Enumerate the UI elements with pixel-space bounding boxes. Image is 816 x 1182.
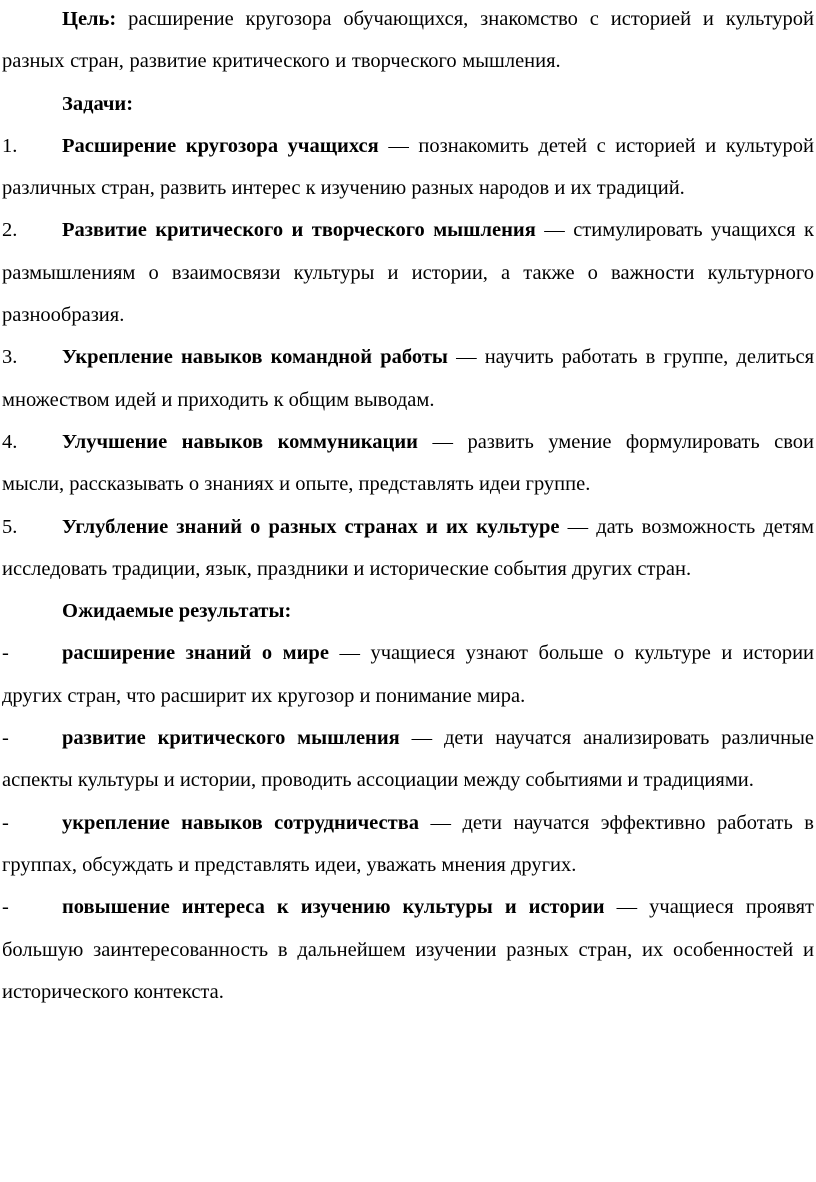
result-item-3 (2, 802, 814, 887)
task-text: — дать возможность детям исследовать традиции, язык, праздники и исторические события других стран. (2, 515, 814, 580)
results-heading: Ожидаемые результаты: (62, 600, 292, 623)
result-marker: - (2, 896, 9, 919)
result-text: — дети научатся эффективно работать в группах, обсуждать и представлять идеи, уважать мнения других. (2, 811, 814, 876)
result-title: расширение знаний о мире (62, 642, 329, 665)
task-text: — научить работать в группе, делиться множеством идей и приходить к общим выводам. (2, 346, 814, 411)
task-item-2 (2, 209, 814, 336)
goal-text: расширение кругозора обучающихся, знакомство с историей и культурой разных стран, развитие критического и творческого мышления. (2, 8, 814, 73)
task-title: Укрепление навыков командной работы (62, 346, 448, 369)
result-item-4 (2, 886, 814, 1013)
result-marker: - (2, 811, 9, 834)
tasks-heading: Задачи: (62, 92, 134, 115)
result-marker: - (2, 642, 9, 665)
task-text: — развить умение формулировать свои мысли, рассказывать о знаниях и опыте, представлять идеи группе. (2, 430, 815, 496)
task-title: Расширение кругозора учащихся (62, 134, 379, 157)
task-item-3 (2, 336, 814, 421)
task-title: Развитие критического и творческого мышления (62, 219, 536, 242)
result-title: укрепление навыков сотрудничества (62, 811, 420, 834)
task-text: — стимулировать учащихся к размышлениям о взаимосвязи культуры и истории, а также о важности культурного разнообразия. (2, 219, 814, 327)
task-marker: 2. (2, 219, 18, 242)
result-text: — учащиеся проявят большую заинтересованность в дальнейшем изучении разных стран, их особенностей и исторического контекста. (2, 896, 815, 1003)
task-title: Углубление знаний о разных странах и их культуре (62, 515, 560, 538)
task-title: Улучшение навыков коммуникации (62, 430, 418, 453)
task-marker: 5. (2, 515, 18, 538)
result-title: развитие критического мышления (62, 727, 400, 750)
result-marker: - (2, 727, 9, 750)
task-item-5 (2, 506, 814, 591)
result-text: — учащиеся узнают больше о культуре и истории других стран, что расширит их кругозор и понимание мира. (2, 642, 815, 707)
result-text: — дети научатся анализировать различные аспекты культуры и истории, проводить ассоциации между событиями и традициями. (2, 727, 814, 792)
result-title: повышение интереса к изучению культуры и истории (62, 896, 605, 919)
task-text: — познакомить детей с историей и культурой различных стран, развить интерес к изучению разных народов и их традиций. (2, 134, 814, 200)
task-item-4 (2, 421, 814, 506)
task-marker: 1. (2, 134, 18, 157)
result-item-1 (2, 632, 814, 717)
goal-paragraph (2, 0, 814, 83)
task-item-1 (2, 125, 814, 210)
task-marker: 4. (2, 430, 18, 453)
task-marker: 3. (2, 346, 18, 369)
goal-label: Цель: (62, 8, 117, 30)
result-item-2 (2, 717, 814, 802)
